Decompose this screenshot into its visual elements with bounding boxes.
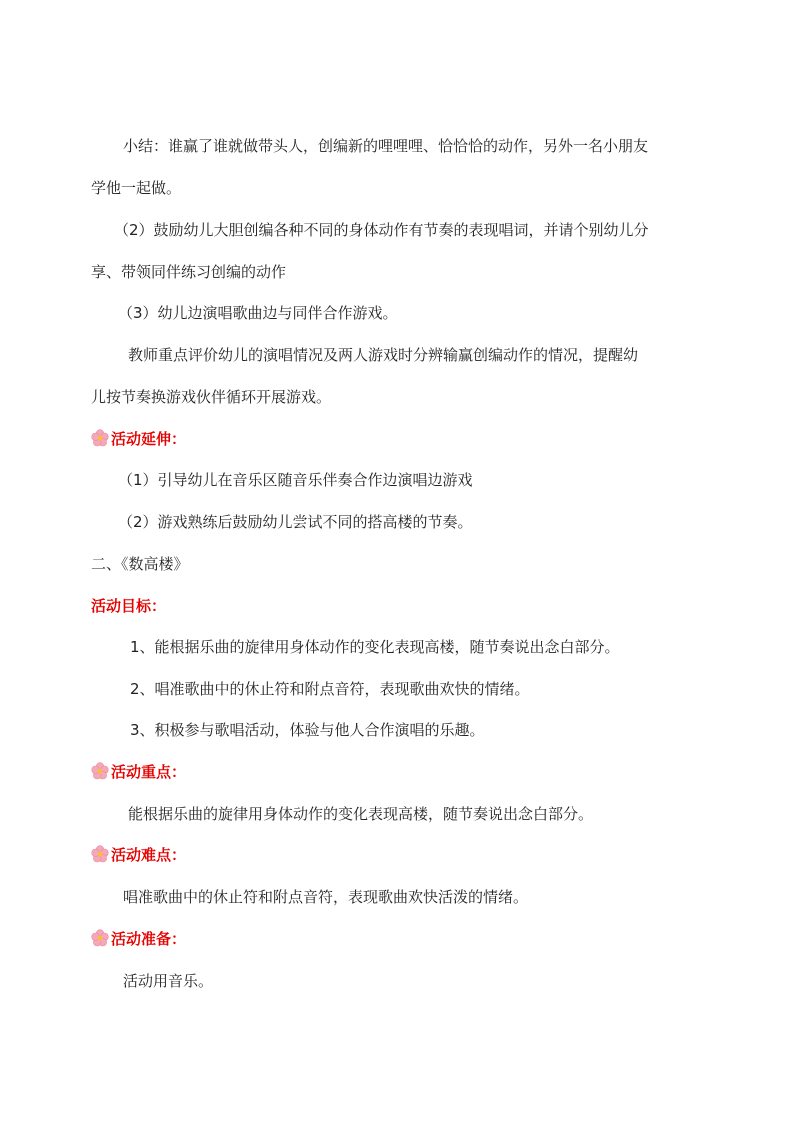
goal-item-1: 1、能根据乐曲的旋律用身体动作的变化表现高楼，随节奏说出念白部分。 — [130, 638, 620, 656]
flower-icon — [91, 429, 109, 447]
extension-item-1: （1）引导幼儿在音乐区随音乐伴奏合作边演唱边游戏 — [118, 471, 473, 489]
section-2-title: 二、《数高楼》 — [91, 555, 189, 573]
key-point-heading — [91, 762, 186, 782]
goals-heading: 活动目标： — [91, 597, 167, 615]
flower-icon — [91, 762, 109, 780]
extension-heading — [91, 429, 186, 449]
goal-item-3: 3、积极参与歌唱活动，体验与他人合作演唱的乐趣。 — [130, 721, 485, 739]
teacher-line-2: 儿按节奏换游戏伙伴循环开展游戏。 — [91, 388, 332, 406]
flower-icon — [91, 845, 109, 863]
difficulty-heading-text: 活动难点： — [111, 846, 187, 864]
step3-line: （3）幼儿边演唱歌曲边与同伴合作游戏。 — [118, 304, 398, 322]
key-point-text: 能根据乐曲的旋律用身体动作的变化表现高楼，随节奏说出念白部分。 — [128, 805, 594, 823]
extension-item-2: （2）游戏熟练后鼓励幼儿尝试不同的搭高楼的节奏。 — [118, 513, 473, 531]
step2-line-2: 享、带领同伴练习创编的动作 — [91, 263, 287, 281]
goal-item-2: 2、唱准歌曲中的休止符和附点音符，表现歌曲欢快的情绪。 — [130, 680, 530, 698]
summary-line-2: 学他一起做。 — [91, 179, 182, 197]
difficulty-text: 唱准歌曲中的休止符和附点音符，表现歌曲欢快活泼的情绪。 — [123, 888, 529, 906]
extension-heading-text: 活动延伸： — [111, 430, 187, 448]
preparation-heading-text: 活动准备： — [111, 930, 187, 948]
flower-icon — [91, 929, 109, 947]
step2-line-1: （2）鼓励幼儿大胆创编各种不同的身体动作有节奏的表现唱词，并请个别幼儿分 — [114, 221, 649, 239]
teacher-line-1: 教师重点评价幼儿的演唱情况及两人游戏时分辨输赢创编动作的情况，提醒幼 — [128, 346, 639, 364]
preparation-heading — [91, 929, 186, 949]
difficulty-heading — [91, 845, 186, 865]
key-point-heading-text: 活动重点： — [111, 763, 187, 781]
summary-line-1: 小结：谁赢了谁就做带头人，创编新的哩哩哩、恰恰恰的动作，另外一名小朋友 — [123, 137, 649, 155]
preparation-text: 活动用音乐。 — [123, 972, 214, 990]
